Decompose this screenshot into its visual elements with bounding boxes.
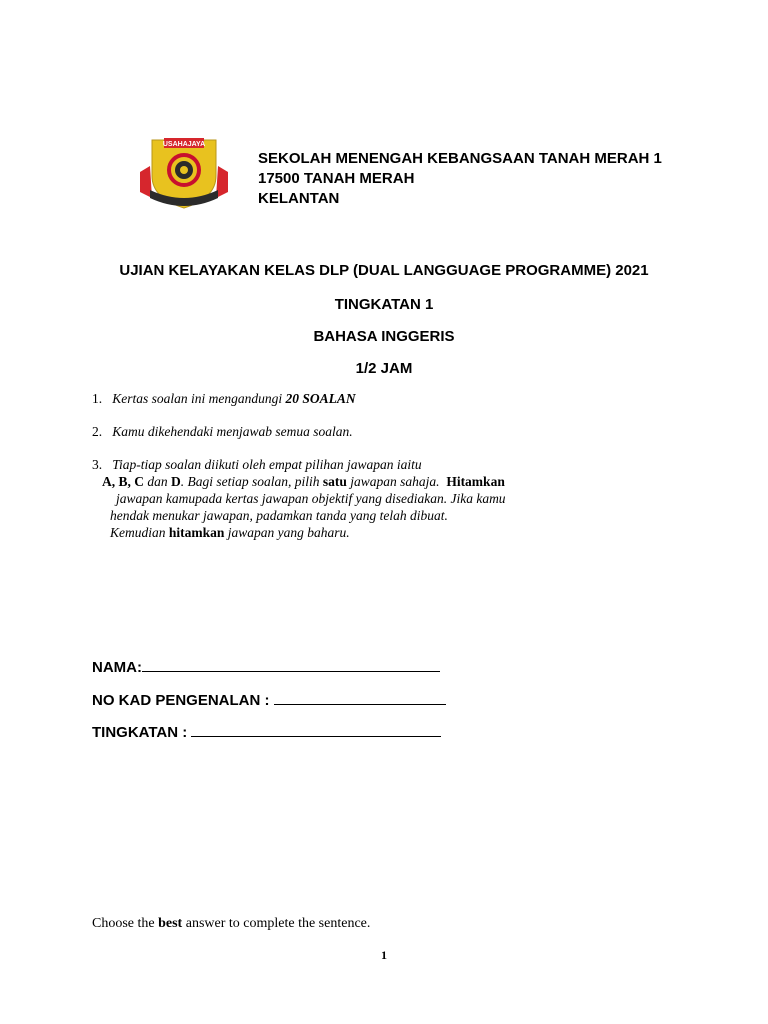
exam-title: UJIAN KELAYAKAN KELAS DLP (DUAL LANGGUAGE PROGRAMME) 2021 bbox=[119, 262, 649, 279]
instruction-3-line-1: 3. Tiap-tiap soalan diikuti oleh empat pilihan jawapan iaitu bbox=[92, 457, 422, 472]
school-name: SEKOLAH MENENGAH KEBANGSAAN TANAH MERAH 1 bbox=[258, 150, 662, 167]
name-label: NAMA: bbox=[92, 659, 142, 676]
ic-label: NO KAD PENGENALAN : bbox=[92, 692, 270, 709]
instruction-2: 2. Kamu dikehendaki menjawab semua soalan. bbox=[92, 424, 353, 439]
form-line[interactable] bbox=[191, 722, 441, 737]
page-number: 1 bbox=[381, 948, 387, 962]
school-state: KELANTAN bbox=[258, 190, 340, 207]
instruction-3-line-3: jawapan kamupada kertas jawapan objektif yang disediakan. Jika kamu bbox=[116, 491, 506, 506]
instruction-3-line-2: A, B, C dan D. Bagi setiap soalan, pilih satu jawapan sahaja. Hitamkan bbox=[102, 474, 505, 489]
school-crest-icon bbox=[136, 132, 232, 212]
instruction-3-line-4: hendak menukar jawapan, padamkan tanda yang telah dibuat. bbox=[110, 508, 448, 523]
form-label: TINGKATAN : bbox=[92, 724, 188, 741]
exam-level: TINGKATAN 1 bbox=[334, 296, 434, 313]
school-address: 17500 TANAH MERAH bbox=[258, 170, 415, 187]
svg-text:USAHAJAYA: USAHAJAYA bbox=[162, 141, 206, 148]
exam-duration: 1/2 JAM bbox=[355, 360, 413, 377]
section-instruction: Choose the best answer to complete the sentence. bbox=[92, 916, 371, 931]
name-field[interactable] bbox=[92, 657, 440, 676]
instruction-3-line-5: Kemudian hitamkan jawapan yang baharu. bbox=[110, 525, 350, 540]
exam-subject: BAHASA INGGERIS bbox=[313, 328, 455, 345]
form-field[interactable] bbox=[92, 722, 441, 741]
instruction-1: 1. Kertas soalan ini mengandungi 20 SOALAN bbox=[92, 391, 356, 406]
ic-line[interactable] bbox=[274, 690, 446, 705]
ic-field[interactable] bbox=[92, 690, 446, 709]
name-line[interactable] bbox=[142, 657, 440, 672]
